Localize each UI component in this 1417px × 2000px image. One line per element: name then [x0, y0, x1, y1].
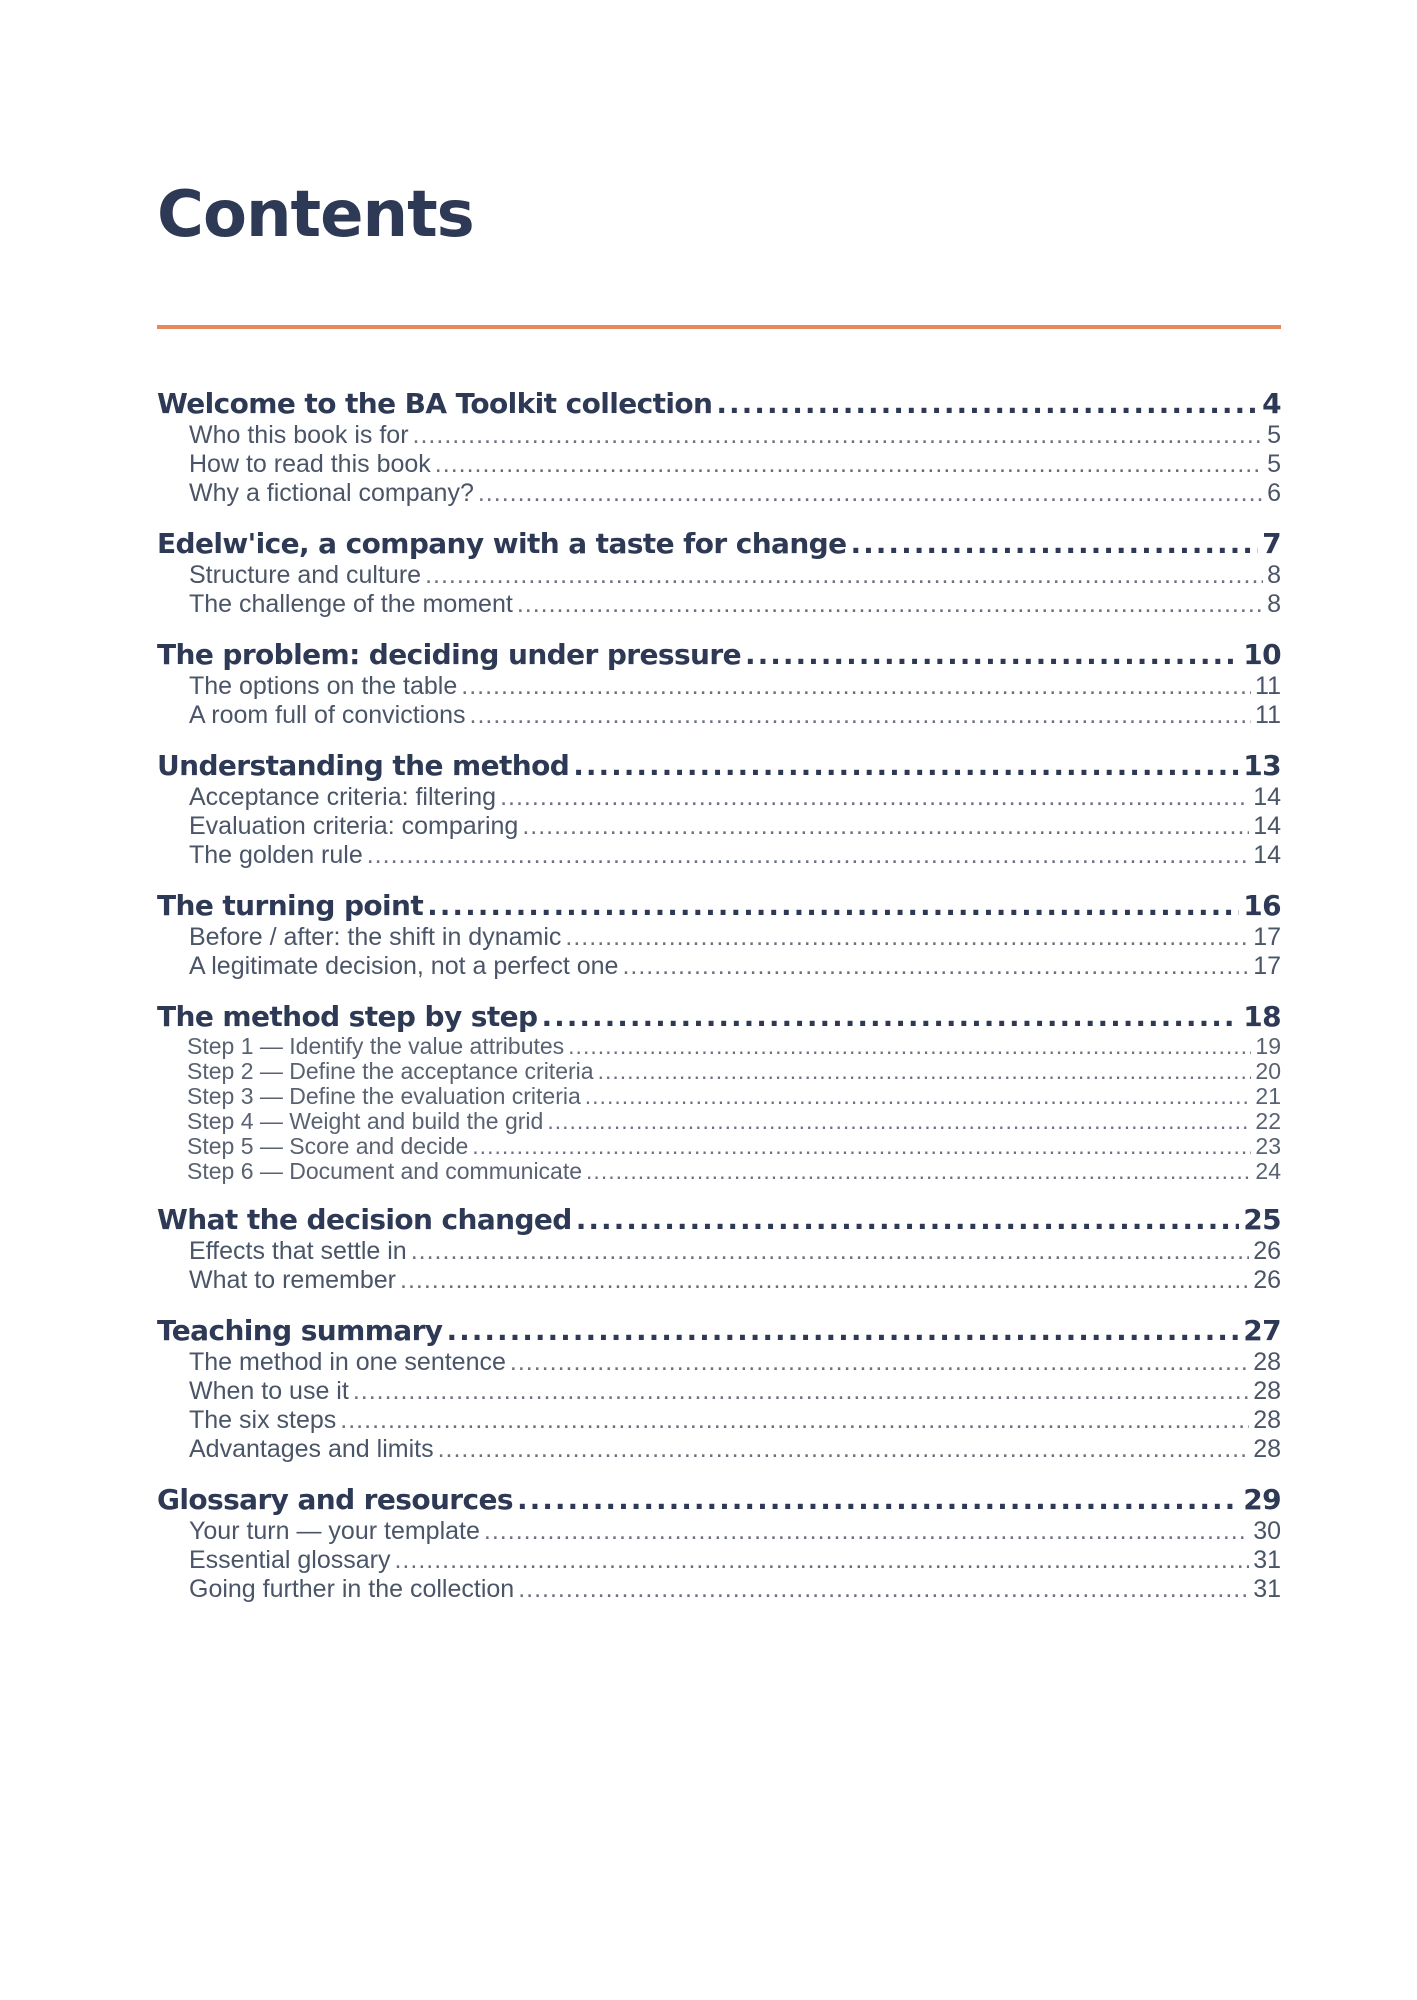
- dot-leader: [472, 1134, 1251, 1159]
- dot-leader: [745, 637, 1239, 672]
- entry-page: 14: [1253, 841, 1281, 869]
- dot-leader: [413, 421, 1264, 450]
- dot-leader: [478, 479, 1263, 508]
- dot-leader: [541, 999, 1239, 1034]
- entry-title: The challenge of the moment: [189, 590, 513, 618]
- toc-entry[interactable]: [157, 1406, 1281, 1435]
- dot-leader: [353, 1377, 1249, 1406]
- chapter-page: 7: [1262, 527, 1281, 560]
- toc-entry[interactable]: [157, 1266, 1281, 1295]
- dot-leader: [517, 590, 1263, 619]
- entry-title: The options on the table: [189, 672, 458, 700]
- table-of-contents: [157, 386, 1281, 1622]
- entry-title: When to use it: [189, 1377, 349, 1405]
- toc-chapter[interactable]: [157, 386, 1281, 421]
- dot-leader: [446, 1313, 1239, 1348]
- entry-page: 28: [1253, 1435, 1281, 1463]
- entry-title: The method in one sentence: [189, 1348, 506, 1376]
- entry-page: 24: [1255, 1158, 1281, 1184]
- entry-title: Going further in the collection: [189, 1575, 515, 1603]
- toc-entry[interactable]: [157, 1377, 1281, 1406]
- entry-title: Effects that settle in: [189, 1237, 407, 1265]
- chapter-title: Teaching summary: [157, 1314, 443, 1347]
- dot-leader: [427, 888, 1239, 923]
- dot-leader: [573, 748, 1239, 783]
- dot-leader: [510, 1348, 1249, 1377]
- entry-title: Step 6 — Document and communicate: [187, 1158, 583, 1184]
- toc-entry[interactable]: [157, 561, 1281, 590]
- entry-page: 19: [1255, 1033, 1281, 1059]
- entry-page: 22: [1255, 1108, 1281, 1134]
- toc-chapter[interactable]: [157, 999, 1281, 1034]
- entry-page: 23: [1255, 1133, 1281, 1159]
- toc-entry[interactable]: [157, 421, 1281, 450]
- toc-entry[interactable]: [157, 1159, 1281, 1184]
- toc-section: [157, 888, 1281, 981]
- toc-entry[interactable]: [157, 450, 1281, 479]
- toc-entry[interactable]: [157, 590, 1281, 619]
- dot-leader: [622, 952, 1249, 981]
- toc-entry[interactable]: [157, 1034, 1281, 1059]
- entry-page: 14: [1253, 812, 1281, 840]
- toc-entry[interactable]: [157, 1109, 1281, 1134]
- dot-leader: [586, 1159, 1251, 1184]
- entry-title: Who this book is for: [189, 421, 409, 449]
- entry-page: 5: [1267, 450, 1281, 478]
- entry-title: A room full of convictions: [189, 701, 466, 729]
- chapter-page: 18: [1243, 1000, 1281, 1033]
- entry-title: What to remember: [189, 1266, 397, 1294]
- toc-entry[interactable]: [157, 1237, 1281, 1266]
- toc-section: [157, 748, 1281, 870]
- toc-entry[interactable]: [157, 1575, 1281, 1604]
- toc-entry[interactable]: [157, 812, 1281, 841]
- chapter-title: The turning point: [157, 889, 424, 922]
- entry-page: 28: [1253, 1377, 1281, 1405]
- entry-page: 28: [1253, 1406, 1281, 1434]
- dot-leader: [484, 1517, 1249, 1546]
- entry-title: Your turn — your template: [189, 1517, 480, 1545]
- entry-page: 14: [1253, 783, 1281, 811]
- entry-page: 31: [1253, 1546, 1281, 1574]
- toc-entry[interactable]: [157, 1059, 1281, 1084]
- dot-leader: [598, 1059, 1252, 1084]
- entry-title: The six steps: [189, 1406, 337, 1434]
- entry-page: 26: [1253, 1237, 1281, 1265]
- title-divider: [157, 325, 1281, 329]
- chapter-title: Understanding the method: [157, 749, 570, 782]
- dot-leader: [585, 1084, 1252, 1109]
- toc-entry[interactable]: [157, 1546, 1281, 1575]
- dot-leader: [565, 923, 1249, 952]
- toc-entry[interactable]: [157, 1517, 1281, 1546]
- entry-page: 30: [1253, 1517, 1281, 1545]
- dot-leader: [438, 1435, 1250, 1464]
- entry-page: 5: [1267, 421, 1281, 449]
- entry-page: 21: [1255, 1083, 1281, 1109]
- entry-title: Why a fictional company?: [189, 479, 474, 507]
- dot-leader: [400, 1266, 1249, 1295]
- chapter-page: 13: [1243, 749, 1281, 782]
- dot-leader: [394, 1546, 1249, 1575]
- toc-chapter[interactable]: [157, 1482, 1281, 1517]
- dot-leader: [568, 1034, 1251, 1059]
- dot-leader: [435, 450, 1263, 479]
- entry-title: Step 5 — Score and decide: [187, 1133, 469, 1159]
- dot-leader: [851, 526, 1259, 561]
- chapter-page: 4: [1262, 387, 1281, 420]
- entry-page: 8: [1267, 561, 1281, 589]
- toc-section: [157, 999, 1281, 1184]
- toc-chapter[interactable]: [157, 748, 1281, 783]
- entry-title: Essential glossary: [189, 1546, 391, 1574]
- chapter-title: The method step by step: [157, 1000, 538, 1033]
- toc-section: [157, 1202, 1281, 1295]
- toc-section: [157, 526, 1281, 619]
- entry-page: 11: [1255, 701, 1281, 729]
- chapter-title: Glossary and resources: [157, 1483, 513, 1516]
- entry-title: Step 4 — Weight and build the grid: [187, 1108, 544, 1134]
- toc-entry[interactable]: [157, 479, 1281, 508]
- chapter-page: 29: [1243, 1483, 1281, 1516]
- chapter-title: What the decision changed: [157, 1203, 572, 1236]
- toc-section: [157, 637, 1281, 730]
- entry-title: Step 3 — Define the evaluation criteria: [187, 1083, 581, 1109]
- toc-entry[interactable]: [157, 1084, 1281, 1109]
- entry-title: The golden rule: [189, 841, 363, 869]
- entry-title: Structure and culture: [189, 561, 422, 589]
- toc-entry[interactable]: [157, 1435, 1281, 1464]
- chapter-page: 25: [1243, 1203, 1281, 1236]
- chapter-title: The problem: deciding under pressure: [157, 638, 741, 671]
- entry-title: A legitimate decision, not a perfect one: [189, 952, 619, 980]
- entry-title: Evaluation criteria: comparing: [189, 812, 519, 840]
- toc-chapter[interactable]: [157, 637, 1281, 672]
- entry-title: Before / after: the shift in dynamic: [189, 923, 562, 951]
- toc-entry[interactable]: [157, 672, 1281, 701]
- entry-page: 31: [1253, 1575, 1281, 1603]
- dot-leader: [522, 812, 1249, 841]
- entry-title: How to read this book: [189, 450, 431, 478]
- entry-title: Step 1 — Identify the value attributes: [187, 1033, 565, 1059]
- chapter-title: Welcome to the BA Toolkit collection: [157, 387, 713, 420]
- dot-leader: [340, 1406, 1249, 1435]
- toc-entry[interactable]: [157, 952, 1281, 981]
- dot-leader: [576, 1202, 1239, 1237]
- toc-entry[interactable]: [157, 923, 1281, 952]
- dot-leader: [518, 1575, 1249, 1604]
- dot-leader: [517, 1482, 1239, 1517]
- page-title: Contents: [157, 178, 474, 252]
- chapter-title: Edelw'ice, a company with a taste for change: [157, 527, 847, 560]
- dot-leader: [411, 1237, 1249, 1266]
- toc-section: [157, 1313, 1281, 1464]
- toc-chapter[interactable]: [157, 888, 1281, 923]
- entry-title: Advantages and limits: [189, 1435, 434, 1463]
- chapter-page: 27: [1243, 1314, 1281, 1347]
- toc-section: [157, 1482, 1281, 1604]
- toc-chapter[interactable]: [157, 1202, 1281, 1237]
- entry-page: 17: [1253, 952, 1281, 980]
- toc-entry[interactable]: [157, 1134, 1281, 1159]
- dot-leader: [367, 841, 1249, 870]
- toc-chapter[interactable]: [157, 526, 1281, 561]
- entry-page: 26: [1253, 1266, 1281, 1294]
- toc-entry[interactable]: [157, 841, 1281, 870]
- toc-entry[interactable]: [157, 1348, 1281, 1377]
- entry-page: 11: [1255, 672, 1281, 700]
- dot-leader: [716, 386, 1258, 421]
- dot-leader: [470, 701, 1252, 730]
- dot-leader: [461, 672, 1251, 701]
- dot-leader: [547, 1109, 1251, 1134]
- toc-entry[interactable]: [157, 701, 1281, 730]
- toc-chapter[interactable]: [157, 1313, 1281, 1348]
- chapter-page: 10: [1243, 638, 1281, 671]
- entry-page: 6: [1267, 479, 1281, 507]
- dot-leader: [425, 561, 1263, 590]
- entry-title: Acceptance criteria: filtering: [189, 783, 497, 811]
- entry-page: 8: [1267, 590, 1281, 618]
- entry-page: 17: [1253, 923, 1281, 951]
- chapter-page: 16: [1243, 889, 1281, 922]
- entry-page: 28: [1253, 1348, 1281, 1376]
- dot-leader: [500, 783, 1249, 812]
- entry-title: Step 2 — Define the acceptance criteria: [187, 1058, 594, 1084]
- entry-page: 20: [1255, 1058, 1281, 1084]
- toc-entry[interactable]: [157, 783, 1281, 812]
- toc-section: [157, 386, 1281, 508]
